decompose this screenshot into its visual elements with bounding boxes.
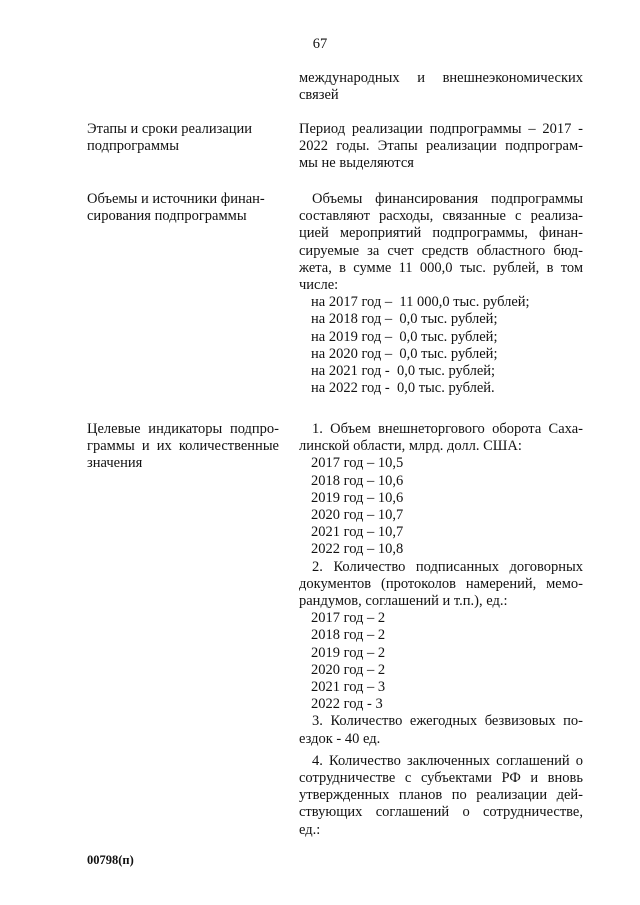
text-line: ствующих соглашений о сотрудничестве, — [299, 804, 583, 821]
text-line: значения — [87, 455, 143, 472]
indicator-year-line: 2019 год – 2 — [311, 644, 386, 661]
text-line: числе: — [299, 277, 339, 294]
text-line: жета, в сумме 11 000,0 тыс. рублей, в том — [299, 259, 583, 276]
text-line: Период реализации подпрограммы – 2017 - — [299, 121, 583, 137]
indicator-year-line: 2018 год – 2 — [311, 627, 386, 644]
text-line: утвержденных планов по реализации дей- — [299, 787, 583, 804]
text-line: сируемые за счет средств областного бюд- — [299, 242, 583, 259]
page-number: 67 — [312, 36, 328, 52]
indicator-year-line: 2021 год – 3 — [311, 679, 386, 696]
text-line: Объемы финансирования подпрограммы — [312, 191, 583, 207]
text-line: 4. Количество заключенных соглашений о — [312, 752, 583, 769]
text-line: международных и внешнеэкономических — [299, 70, 583, 86]
continuation-text — [299, 70, 583, 104]
funding-value — [299, 191, 583, 397]
indicator-year-line: 2019 год – 10,6 — [311, 489, 404, 506]
indicator-year-line: 2020 год – 10,7 — [311, 507, 404, 524]
funding-year-line: на 2019 год – 0,0 тыс. рублей; — [311, 328, 498, 345]
funding-year-line: на 2017 год – 11 000,0 тыс. рублей; — [311, 294, 530, 311]
text-line: 1. Объем внешнеторгового оборота Саха- — [312, 421, 583, 437]
text-line: 2022 годы. Этапы реализации подпрограм- — [299, 138, 583, 155]
indicator-year-line: 2017 год – 10,5 — [311, 455, 404, 472]
indicator-year-line: 2022 год – 10,8 — [311, 541, 404, 558]
text-line: подпрограммы — [87, 138, 179, 155]
text-line: цией мероприятий подпрограммы, финан- — [299, 225, 583, 242]
text-line: составляют расходы, связанные с реализа- — [299, 208, 583, 225]
funding-year-line: на 2020 год – 0,0 тыс. рублей; — [311, 345, 498, 362]
indicator-year-line: 2017 год – 2 — [311, 610, 386, 627]
text-line: рандумов, соглашений и т.п.), ед.: — [299, 593, 508, 610]
text-line: документов (протоколов намерений, мемо- — [299, 575, 583, 592]
text-line: связей — [299, 87, 339, 104]
text-line: 3. Количество ежегодных безвизовых по- — [312, 713, 583, 730]
indicator-year-line: 2020 год – 2 — [311, 661, 386, 678]
text-line: линской области, млрд. долл. США: — [299, 438, 522, 455]
funding-year-line: на 2022 год - 0,0 тыс. рублей. — [311, 380, 495, 397]
indicator-year-line: 2021 год – 10,7 — [311, 524, 404, 541]
text-line: ед.: — [299, 821, 321, 838]
text-line: сотрудничестве с субъектами РФ и вновь — [299, 770, 583, 787]
indicators-value — [299, 421, 583, 839]
text-line: мы не выделяются — [299, 155, 414, 172]
text-line: ездок - 40 ед. — [299, 730, 381, 747]
text-line: Объемы и источники финан- — [87, 191, 265, 207]
text-line: Целевые индикаторы подпро- — [87, 421, 279, 437]
indicator-year-line: 2022 год - 3 — [311, 696, 383, 713]
indicators-label — [87, 421, 279, 473]
text-line: Этапы и сроки реализации — [87, 121, 253, 137]
text-line: сирования подпрограммы — [87, 208, 247, 225]
stages-value — [299, 121, 583, 173]
funding-year-line: на 2018 год – 0,0 тыс. рублей; — [311, 311, 498, 328]
indicator-year-line: 2018 год – 10,6 — [311, 472, 404, 489]
footer-code: 00798(п) — [87, 853, 134, 867]
text-line: граммы и их количественные — [87, 438, 279, 455]
funding-label — [87, 191, 279, 225]
text-line: 2. Количество подписанных договорных — [312, 558, 583, 575]
stages-label — [87, 121, 279, 155]
funding-year-line: на 2021 год - 0,0 тыс. рублей; — [311, 363, 496, 380]
